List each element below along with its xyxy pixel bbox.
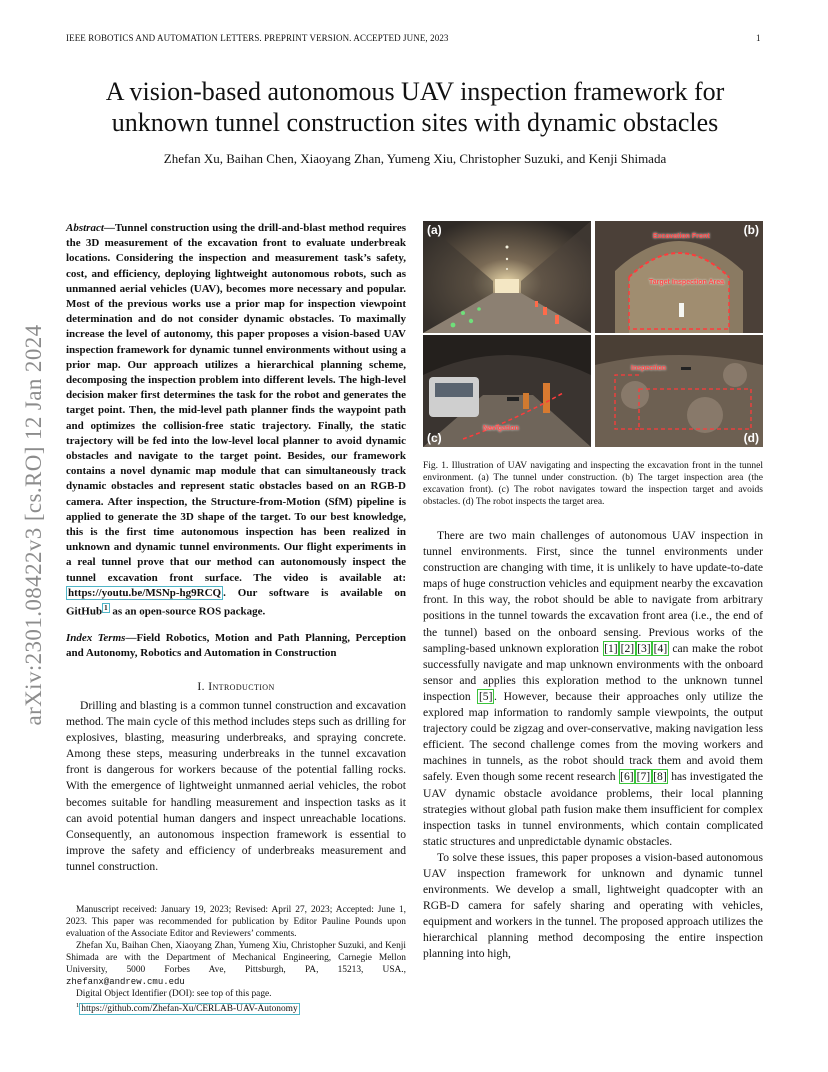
index-terms-label: Index Terms [66,632,126,644]
right-column-text [423,528,763,963]
arxiv-identifier: arXiv:2301.08422v3 [cs.RO] 12 Jan 2024 [21,324,46,726]
panel-label-b: (b) [743,223,759,237]
footnote-github [66,1000,406,1015]
github-link[interactable]: https://github.com/Zhefan-Xu/CERLAB-UAV-Autonomy [81,1004,298,1015]
right-paragraph-1 [423,528,763,850]
tag-target-area: Target Inspection Area [649,279,725,286]
section-number: I. [197,680,205,693]
rp1-d: has investigated the UAV dynamic obstacle avoidance problems, their local planning strategies without global path fusion make them insufficient for complex inspection tasks in tunnel environments, which contain complicated static structures and unpredictable dynamic obstacles. [423,770,763,848]
citation-6[interactable]: [6] [620,770,634,784]
footnote-doi: Digital Object Identifier (DOI): see top of this page. [76,989,272,999]
author-list: Zhefan Xu, Baihan Chen, Xiaoyang Zhan, Yumeng Xiu, Christopher Suzuki, and Kenji Shimada [163,151,667,166]
page-number: 1 [756,33,761,43]
figure-panel-a [423,221,591,333]
abstract-text-3: as an open-source ROS package. [109,605,266,618]
citation-5[interactable]: [5] [478,689,493,703]
rp1-b: can make the robot successfully navigate and map unknown environments with the onboard sensor and applies this exploration method to the unknown tunnel inspection [423,641,763,703]
footnotes [66,904,406,1015]
arxiv-sidebar [4,290,64,760]
abstract-text-2: . Our software is available on GitHub [66,586,406,618]
figure-panel-b [595,221,763,333]
citation-1[interactable]: [1] [604,641,618,655]
figure-panel-c [423,335,591,447]
index-terms [66,631,406,661]
abstract-text: —Tunnel construction using the drill-and-blast method requires the 3D measurement of the excavation front to evaluate underbreak locations. Considering the inspection and measurement task’s safety, cost, and efficiency, deploying lightweight autonomous robots, such as unmanned aerial vehicles (UAV), becomes more necessary and popular. Most of the previous works use a prior map for inspection viewpoint determination and do not consider dynamic obstacles. To maximally increase the level of autonomy, this paper proposes a vision-based UAV inspection framework for dynamic tunnel environments without using a prior map. Our approach utilizes a hierarchical planning scheme, decomposing the inspection problem into different levels. The high-level decision maker first determines the task for the robot and generates the target point. Then, the mid-level path planner finds the waypoint path and optimizes the collision-free static trajectory. Finally, the static trajectory will be fed into the low-level local planner to avoid dynamic obstacles and navigate to the target point. Besides, our framework contains a novel dynamic map module that can simultaneously track dynamic obstacles and represent static obstacles based on an RGB-D camera. After inspection, the Structure-from-Motion (SfM) pipeline is applied to generate the 3D shape of the target. To our best knowledge, this is the first time autonomous inspection has been realized in unknown and dynamic tunnel environments. Our flight experiments in a real tunnel prove that our method can autonomously inspect the tunnel excavation front surface. The video is available at: [66,222,406,584]
panel-label-d: (d) [743,431,759,445]
tag-navigation: Navigation [483,425,519,432]
footnote-1-mark: 1 [76,1002,80,1009]
rp1-a: There are two main challenges of autonomous UAV inspection in tunnel environments. First, since the tunnel environments under construction are changing with time, it is unlikely to have update-to-date maps of huge construction vehicles and equipment nearby the excavation front. In this way, the robot should be able to navigate from arbitrary positions in the tunnel towards the excavation front area (i.e., the end of the tunnel) based on the onboard sensing. Previous works of the sampling-based unknown exploration [423,529,763,655]
figure-caption: Fig. 1. Illustration of UAV navigating and inspecting the excavation front in the tunnel environment. (a) The tunnel under construction. (b) The target inspection area (the excavation front). (c) The robot navigates toward the inspection target and avoids obstacles. (d) The robot inspects the target area. [423,461,763,507]
panel-label-a: (a) [427,223,442,237]
citation-3[interactable]: [3] [637,641,651,655]
citation-7[interactable]: [7] [636,770,651,784]
right-paragraph-2: To solve these issues, this paper proposes a vision-based autonomous UAV inspection framework for unknown and dynamic tunnel environments. We develop a small, lightweight quadcopter with an RGB-D camera for safely sharing and operating with vehicles, equipment and workers in the tunnel. The proposed approach utilizes the hierarchical planning method decomposing the entire inspection planning into high, [423,850,763,961]
video-link[interactable]: https://youtu.be/MSNp-hg9RCQ [68,586,222,599]
tag-excavation-front: Excavation Front [653,233,710,240]
citation-8[interactable]: [8] [653,770,667,784]
footnote-received: Manuscript received: January 19, 2023; Revised: April 27, 2023; Accepted: June 1, 2023. This paper was recommended for publication by Editor Pauline Pounds upon evaluation of the Associate Editor and Reviewers’ comments. [66,905,406,939]
section-title: Introduction [208,680,275,693]
running-header: IEEE ROBOTICS AND AUTOMATION LETTERS. PREPRINT VERSION. ACCEPTED JUNE, 2023 [66,33,449,43]
tunnel-photo [423,221,591,333]
tag-inspection: Inspection [631,365,667,372]
figure-1 [423,221,763,447]
section-heading [66,680,406,693]
footnote-affil-text: Zhefan Xu, Baihan Chen, Xiaoyang Zhan, Yumeng Xiu, Christopher Suzuki, and Kenji Shimada are with the Department of Mechanical Engineering, Carnegie Mellon University, 5000 Forbes Ave, Pittsburgh, PA, 15213, USA., [66,941,406,975]
rp1-c: . However, because their approaches only utilize the explored map information to randomly sample viewpoints, the output trajectory could be zigzag and over-conservative, making navigation less efficient. The second challenge comes from the moving workers and machines in tunnels, as the robot should track them and avoid them safely. Even though some recent research [423,689,763,784]
abstract-label: Abstract [66,222,104,234]
footnote-mark-link[interactable]: 1 [104,604,108,613]
abstract [66,221,406,620]
figure-panel-d [595,335,763,447]
citation-2[interactable]: [2] [620,641,635,655]
footnote-affiliation [66,940,406,988]
citation-4[interactable]: [4] [653,641,668,655]
panel-label-c: (c) [427,431,442,445]
index-terms-text: —Field Robotics, Motion and Path Planning, Perception and Autonomy, Robotics and Automation in Construction [66,632,406,660]
inspection-photo [595,335,763,447]
author-email[interactable]: zhefanx@andrew.cmu.edu [66,977,185,987]
intro-paragraph: Drilling and blasting is a common tunnel construction and excavation method. The main cycle of this method includes steps such as drilling for explosives, blasting, measuring underbreaks, and spraying concrete. Among these steps, measuring underbreaks in the tunnel excavation front is dangerous for workers because of the potential falling rocks. With the emergence of lightweight unmanned aerial vehicles, the robot becomes suitable for handling measurement and inspection tasks as it can avoid potential human dangers and inspect unreachable locations. Consequently, an autonomous inspection framework is essential to improve the safety and efficiency of underbreaks measurement and tunnel construction. [66,699,406,873]
paper-title: A vision-based autonomous UAV inspection framework for unknown tunnel construction sites with dynamic obstacles [105,77,725,137]
